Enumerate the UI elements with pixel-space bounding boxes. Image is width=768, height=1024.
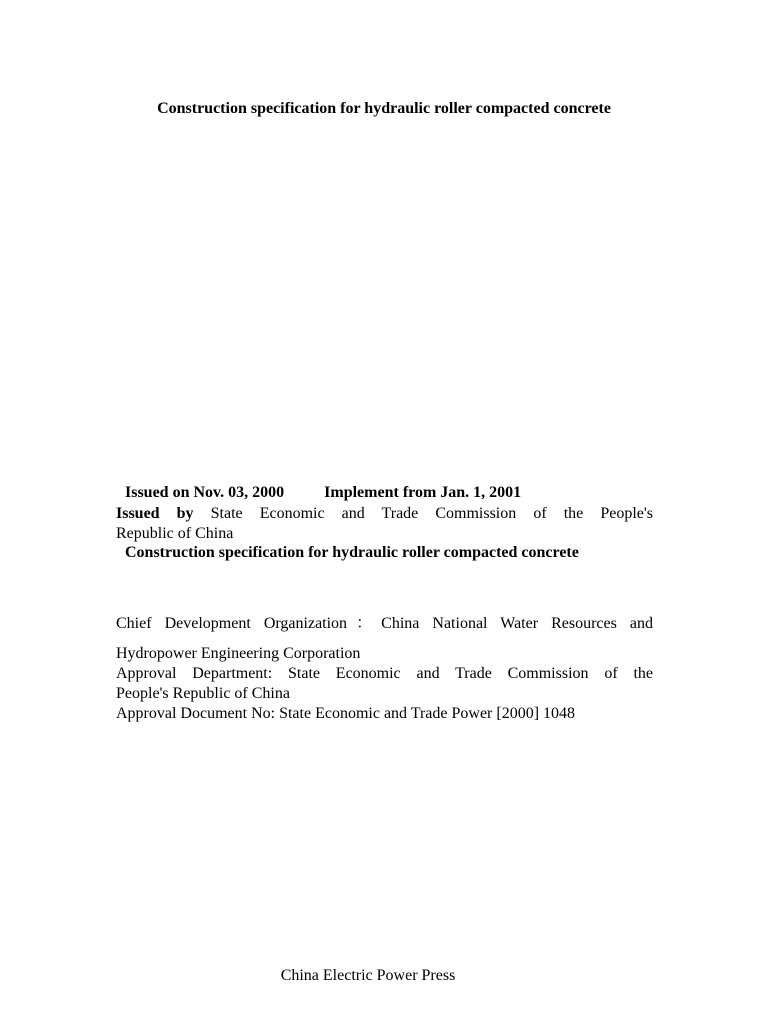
issue-dates-line: [125, 484, 521, 502]
issued-by-label: Issued by: [116, 505, 194, 522]
issued-by-line-2: Republic of China: [116, 525, 234, 542]
organization-block: [116, 614, 653, 724]
chief-org-line-1: Chief Development Organization：China National Water Resources and: [116, 615, 653, 632]
issued-by-block: [116, 504, 653, 544]
approval-document-number: Approval Document No: State Economic and Trade Power [2000] 1048: [116, 705, 576, 722]
approval-dept-line-2: People's Republic of China: [116, 685, 290, 702]
implement-from-date: Implement from Jan. 1, 2001: [324, 484, 522, 501]
issued-on-date: Issued on Nov. 03, 2000: [125, 484, 285, 501]
issued-by-line-1: [116, 504, 653, 524]
document-subtitle: Construction specification for hydraulic roller compacted concrete: [125, 544, 579, 561]
issued-by-text-1: State Economic and Trade Commission of the People's: [210, 505, 654, 522]
approval-dept-line-1: Approval Department: State Economic and Trade Commission of the: [116, 665, 653, 682]
document-title: Construction specification for hydraulic roller compacted concrete: [157, 100, 611, 117]
chief-org-line-2: Hydropower Engineering Corporation: [116, 645, 361, 662]
publisher-name: China Electric Power Press: [280, 967, 456, 984]
